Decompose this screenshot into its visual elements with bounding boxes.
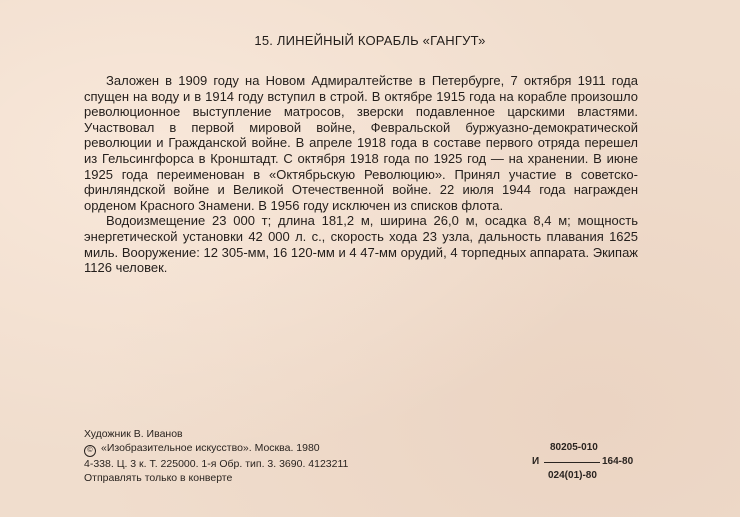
index-dash <box>544 462 600 463</box>
publisher-text: «Изобразительное искусство». Москва. 1980 <box>101 442 320 454</box>
card-title: 15. ЛИНЕЙНЫЙ КОРАБЛЬ «ГАНГУТ» <box>254 33 486 48</box>
copyright-icon: © <box>84 445 96 457</box>
index-letter: И <box>532 456 540 467</box>
description-text <box>84 73 638 276</box>
history-paragraph: Заложен в 1909 году на Новом Адмиралтействе в Петербурге, 7 октября 1911 года спущен на воду и в 1914 году вступил в строй. В октябре 1915 года на корабле произошло революционное выступление матросов, зверски подавленное царскими властями. Участвовал в первой мировой войне, Февральской буржуазно-демократической революции и Гражданской войне. В апреле 1918 года в составе первого отряда перешел из Гельсингфорса в Кронштадт. С октября 1918 года по 1925 год — на хранении. В июне 1925 года переименован в «Октябрьскую Революцию». Принял участие в советско-финляндской войне и Великой Отечественной войне. 22 июля 1944 года награжден орденом Красного Знамени. В 1956 году исключен из списков флота. <box>84 73 638 213</box>
artist-credit: Художник В. Иванов <box>84 428 183 440</box>
index-number: 164-80 <box>602 456 634 467</box>
print-info: 4-338. Ц. 3 к. Т. 225000. 1-я Обр. тип. 3. 3690. 4123211 <box>84 458 349 470</box>
specs-paragraph: Водоизмещение 23 000 т; длина 181,2 м, ширина 26,0 м, осадка 8,4 м; мощность энергетической установки 42 000 л. с., скорость хода 23 узла, дальность плавания 1625 миль. Вооружение: 12 305-мм, 16 120-мм и 4 47-мм орудий, 4 торпедных аппарата. Экипаж 1126 человек. <box>84 213 638 276</box>
index-code-2: 024(01)-80 <box>548 470 597 481</box>
index-row-2 <box>530 455 650 469</box>
index-row-1 <box>530 441 650 455</box>
index-block <box>530 441 650 483</box>
index-row-3 <box>530 469 650 483</box>
mailing-note: Отправлять только в конверте <box>84 472 233 484</box>
publisher-line <box>84 441 348 457</box>
index-code: 80205-010 <box>550 442 598 453</box>
imprint-block <box>84 427 348 485</box>
